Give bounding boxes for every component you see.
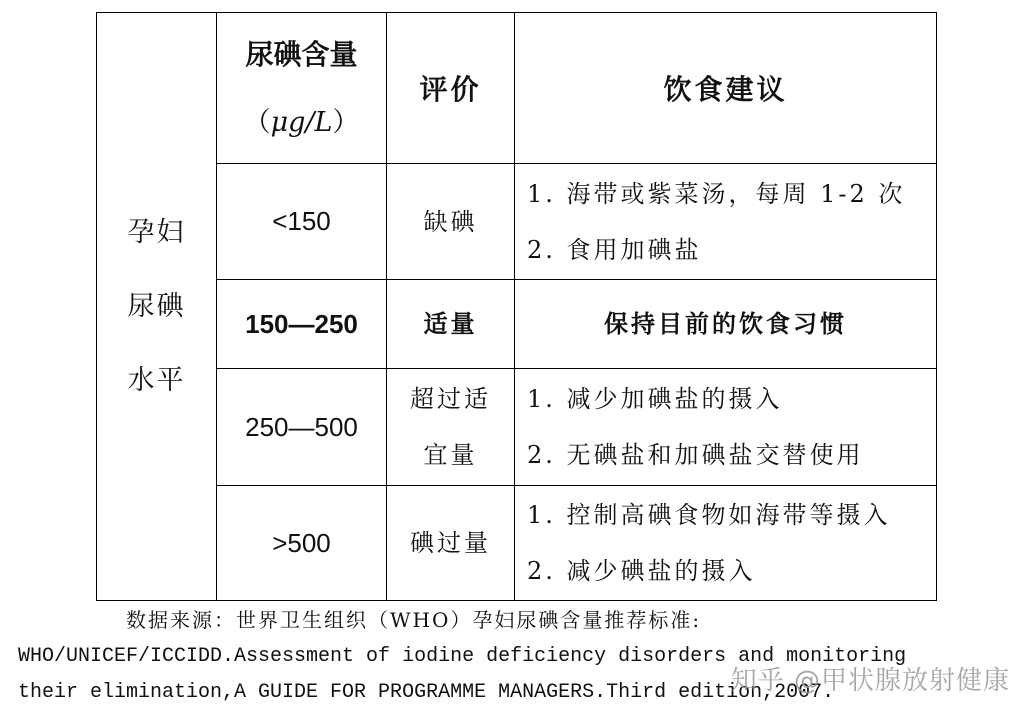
- table-row: [97, 164, 937, 280]
- advice-item: 1. 控制高碘食物如海带等摄入: [527, 501, 891, 529]
- unit-paren-close: ）: [332, 107, 360, 138]
- evaluation-cell: [387, 280, 515, 369]
- reference-line: WHO/UNICEF/ICCIDD.Assessment of iodine deficiency disorders and monitoring: [18, 645, 907, 668]
- evaluation-text: 适量: [423, 309, 478, 338]
- advice-item: 2. 减少碘盐的摄入: [527, 557, 756, 585]
- group-label-line: 尿碘: [127, 290, 186, 322]
- evaluation-text: 宜量: [423, 441, 478, 469]
- advice-item: 保持目前的饮食习惯: [604, 309, 847, 338]
- group-label-cell: [97, 13, 217, 601]
- level-cell: 150—250: [217, 280, 387, 369]
- evaluation-cell: [387, 486, 515, 601]
- evaluation-text: 超过适: [410, 385, 491, 413]
- advice-item: 1. 海带或紫菜汤，每周 1-2 次: [527, 179, 906, 208]
- unit-label: μg/L: [270, 107, 333, 138]
- header-evaluation: 评价: [387, 13, 515, 164]
- unit-paren-open: （: [243, 107, 271, 138]
- evaluation-cell: [387, 164, 515, 280]
- header-level-label: 尿碘含量: [245, 38, 358, 71]
- group-label-line: 孕妇: [127, 216, 186, 248]
- level-cell: <150: [217, 164, 387, 280]
- advice-item: 2. 食用加碘盐: [527, 235, 702, 264]
- level-cell: >500: [217, 486, 387, 601]
- header-advice: 饮食建议: [515, 13, 937, 164]
- header-unit: [217, 105, 386, 141]
- advice-item: 1. 减少加碘盐的摄入: [527, 385, 783, 413]
- reference-line: their elimination,A GUIDE FOR PROGRAMME MANAGERS.Third edition,2007.: [18, 681, 835, 704]
- evaluation-cell: [387, 369, 515, 486]
- table-row: [97, 486, 937, 601]
- watermark: 知乎 @甲状腺放射健康: [730, 666, 1010, 696]
- source-note: 数据来源：世界卫生组织（WHO）孕妇尿碘含量推荐标准:: [126, 608, 702, 632]
- evaluation-text: 碘过量: [410, 529, 491, 557]
- table-row: [97, 280, 937, 369]
- level-cell: 250—500: [217, 369, 387, 486]
- group-label-line: 水平: [127, 364, 186, 396]
- advice-cell: [515, 280, 937, 369]
- advice-cell: [515, 486, 937, 601]
- advice-cell: [515, 369, 937, 486]
- advice-item: 2. 无碘盐和加碘盐交替使用: [527, 441, 864, 469]
- table-row: [97, 369, 937, 486]
- evaluation-text: 缺碘: [423, 207, 478, 236]
- header-level: [217, 13, 387, 164]
- table-header-row: [97, 13, 937, 164]
- urinary-iodine-table: [96, 12, 937, 601]
- advice-cell: [515, 164, 937, 280]
